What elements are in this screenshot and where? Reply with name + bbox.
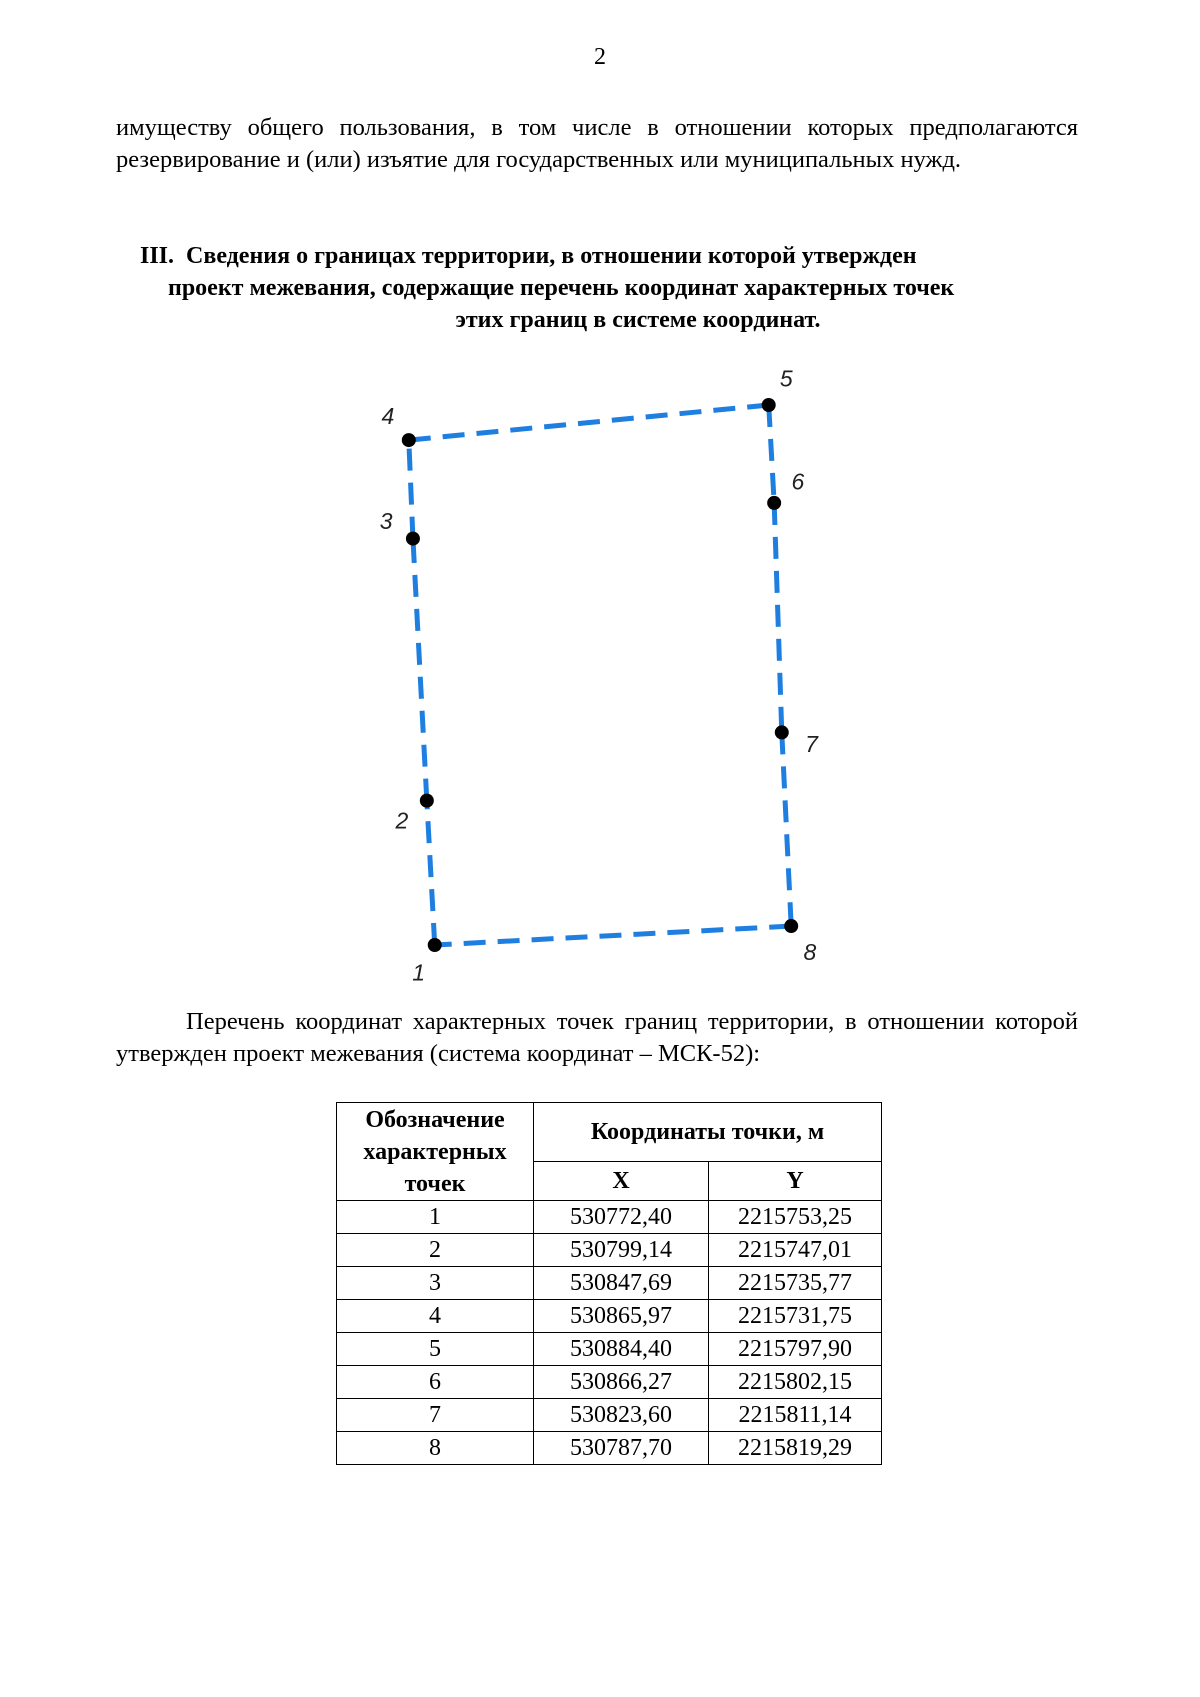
table-row bbox=[337, 1300, 882, 1333]
cell-point: 8 bbox=[337, 1432, 534, 1465]
cell-x: 530787,70 bbox=[534, 1432, 709, 1465]
boundary-point-label: 2 bbox=[395, 807, 409, 834]
cell-y: 2215731,75 bbox=[709, 1300, 882, 1333]
boundary-point-label: 1 bbox=[412, 959, 426, 986]
boundary-segment bbox=[435, 926, 791, 945]
cell-x: 530772,40 bbox=[534, 1201, 709, 1234]
boundary-segment bbox=[769, 405, 774, 503]
cell-point: 3 bbox=[337, 1267, 534, 1300]
cell-y: 2215802,15 bbox=[709, 1366, 882, 1399]
boundary-points bbox=[402, 398, 798, 952]
header-point-coordinates: Координаты точки, м bbox=[534, 1103, 882, 1162]
header-x: X bbox=[534, 1162, 709, 1201]
boundary-segment bbox=[413, 539, 427, 801]
header-point-designation: Обозначение характерных точек bbox=[337, 1103, 534, 1201]
header-y: Y bbox=[709, 1162, 882, 1201]
cell-y: 2215819,29 bbox=[709, 1432, 882, 1465]
cell-x: 530865,97 bbox=[534, 1300, 709, 1333]
coordinates-table bbox=[336, 1102, 882, 1465]
section-heading-text-1: Сведения о границах территории, в отношении которой утвержден bbox=[186, 243, 917, 269]
table-row bbox=[337, 1333, 882, 1366]
section-heading-line-1 bbox=[140, 240, 1080, 272]
cell-x: 530884,40 bbox=[534, 1333, 709, 1366]
table-row bbox=[337, 1366, 882, 1399]
boundary-point-label: 5 bbox=[779, 365, 793, 392]
cell-y: 2215747,01 bbox=[709, 1234, 882, 1267]
cell-x: 530799,14 bbox=[534, 1234, 709, 1267]
boundary-point-labels bbox=[380, 365, 819, 985]
section-heading bbox=[140, 240, 1080, 336]
section-number: III. bbox=[140, 243, 175, 269]
cell-x: 530847,69 bbox=[534, 1267, 709, 1300]
table-row bbox=[337, 1201, 882, 1234]
boundary-point bbox=[784, 919, 798, 933]
boundary-point bbox=[402, 433, 416, 447]
boundary-point bbox=[775, 725, 789, 739]
boundary-lines bbox=[409, 405, 791, 945]
boundary-segment bbox=[774, 503, 782, 733]
table-row bbox=[337, 1399, 882, 1432]
boundary-point-label: 3 bbox=[379, 507, 393, 534]
cell-x: 530866,27 bbox=[534, 1366, 709, 1399]
boundary-point-label: 7 bbox=[805, 731, 818, 758]
boundary-point bbox=[406, 532, 420, 546]
table-row bbox=[337, 1234, 882, 1267]
boundary-segment bbox=[409, 440, 413, 538]
boundary-point bbox=[420, 794, 434, 808]
cell-point: 6 bbox=[337, 1366, 534, 1399]
cell-point: 5 bbox=[337, 1333, 534, 1366]
section-heading-line-2: проект межевания, содержащие перечень координат характерных точек bbox=[168, 275, 955, 301]
cell-y: 2215811,14 bbox=[709, 1399, 882, 1432]
boundary-segment bbox=[782, 732, 791, 926]
table-caption: Перечень координат характерных точек границ территории, в отношении которой утвержден проект межевания (система координат – МСК-52): bbox=[116, 1008, 1078, 1067]
page-number: 2 bbox=[594, 44, 606, 70]
table-row bbox=[337, 1267, 882, 1300]
cell-point: 4 bbox=[337, 1300, 534, 1333]
boundary-point-label: 4 bbox=[381, 402, 395, 429]
section-heading-line-3: этих границ в системе координат. bbox=[455, 307, 821, 333]
boundary-segment bbox=[427, 801, 435, 945]
boundary-segment bbox=[409, 405, 769, 440]
cell-y: 2215735,77 bbox=[709, 1267, 882, 1300]
cell-y: 2215753,25 bbox=[709, 1201, 882, 1234]
boundary-point bbox=[767, 496, 781, 510]
table-row bbox=[337, 1432, 882, 1465]
boundary-point bbox=[762, 398, 776, 412]
cell-point: 7 bbox=[337, 1399, 534, 1432]
boundary-point-label: 6 bbox=[791, 468, 805, 495]
intro-paragraph: имуществу общего пользования, в том числе в отношении которых предполагаются резервирование и (или) изъятие для государственных или муниципальных нужд. bbox=[116, 114, 1078, 173]
cell-point: 1 bbox=[337, 1201, 534, 1234]
cell-point: 2 bbox=[337, 1234, 534, 1267]
boundary-point bbox=[428, 938, 442, 952]
cell-y: 2215797,90 bbox=[709, 1333, 882, 1366]
cell-x: 530823,60 bbox=[534, 1399, 709, 1432]
boundary-point-label: 8 bbox=[803, 938, 817, 965]
